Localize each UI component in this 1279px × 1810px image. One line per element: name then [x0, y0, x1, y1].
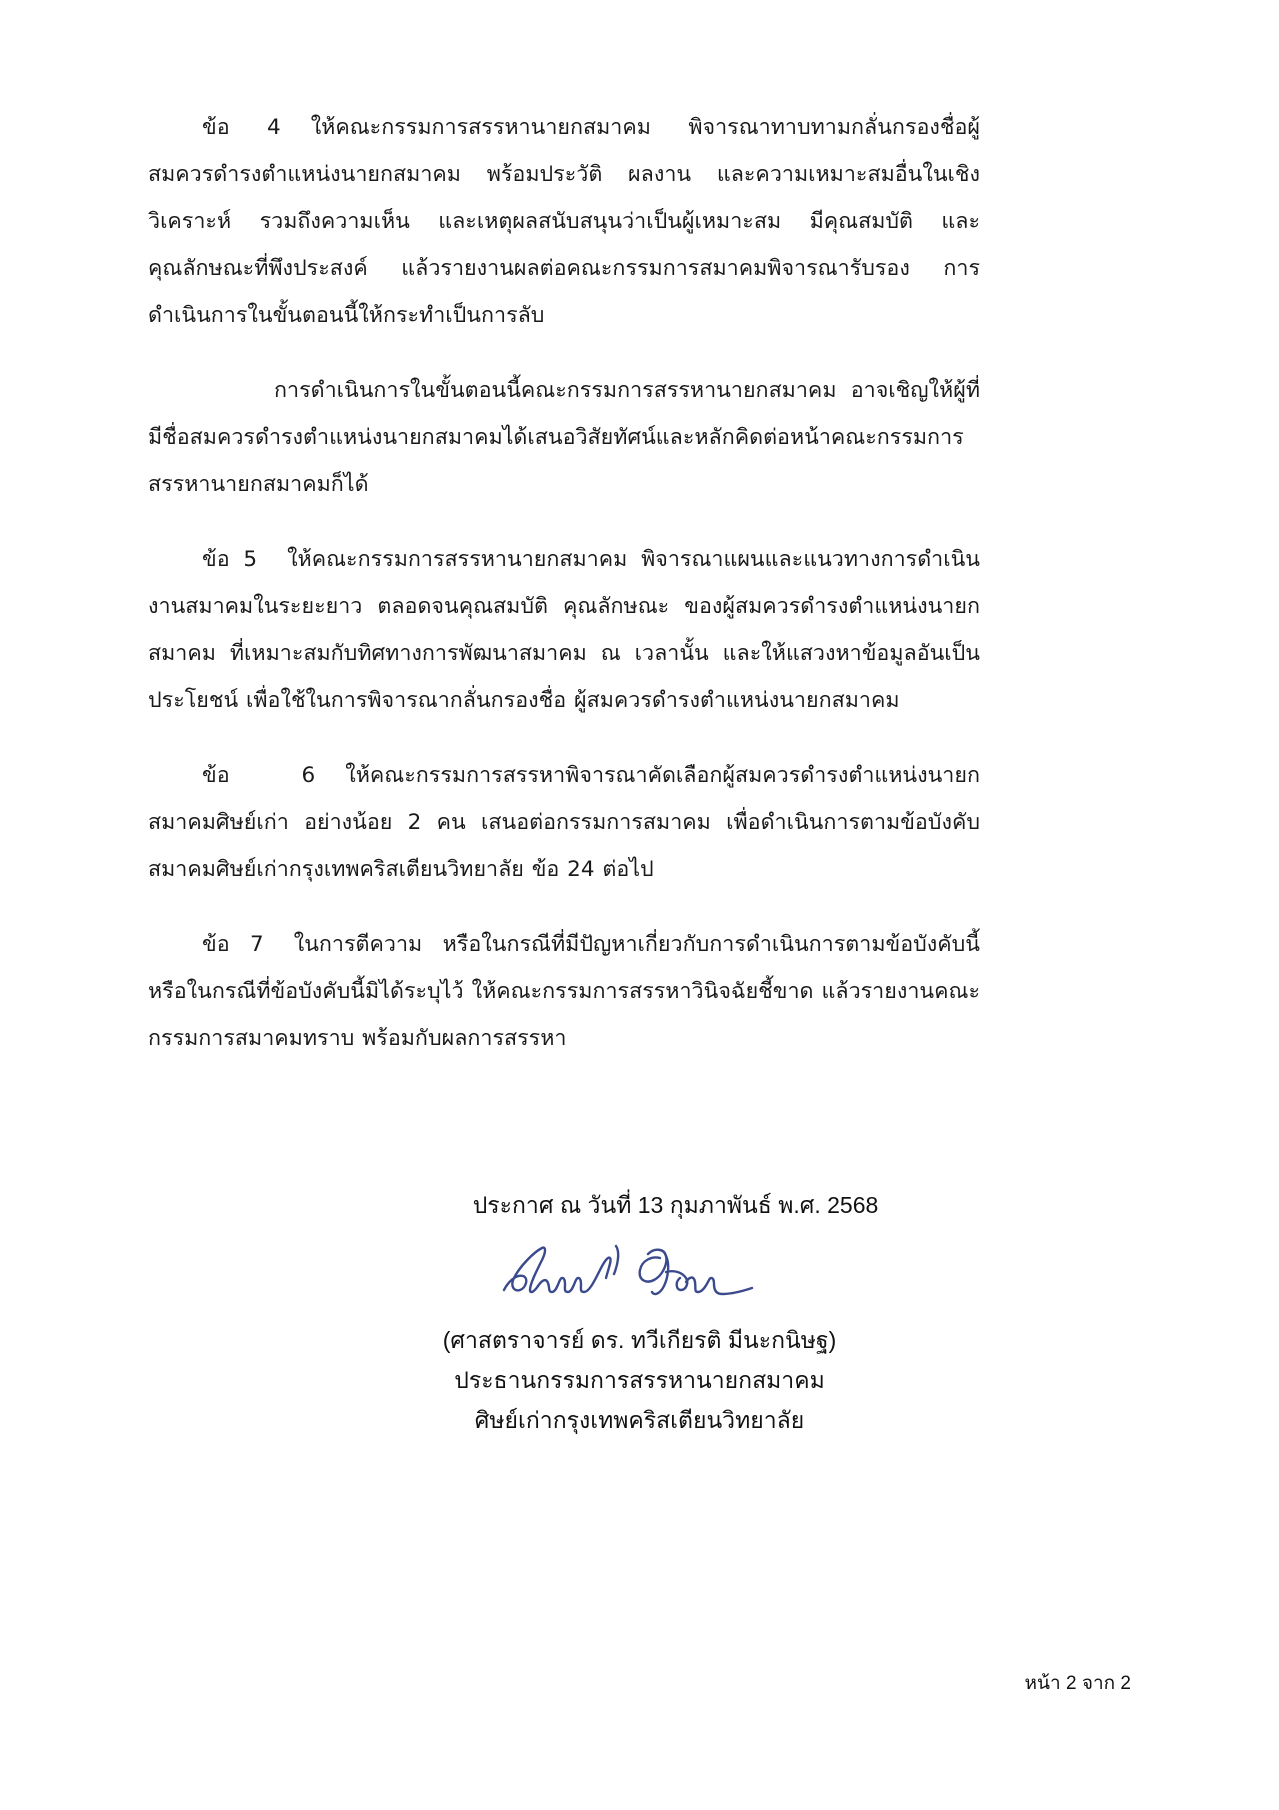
- clause-text-7: ในการตีความ หรือในกรณีที่มีปัญหาเกี่ยวกับการดำเนินการตามข้อบังคับนี้หรือในกรณีที่ข้อบังคับนี้มิได้ระบุไว้ ให้คณะกรรมการสรรหาวินิจฉัยชี้ขาด แล้วรายงานคณะกรรมการสมาคมทราบ พร้อมกับผลการสรรหา: [148, 932, 980, 1051]
- page-footer: [1025, 1668, 1131, 1698]
- clause-text-4: ให้คณะกรรมการสรรหานายกสมาคม พิจารณาทาบทามกลั่นกรองชื่อผู้สมควรดำรงตำแหน่งนายกสมาคม พร้อมประวัติ ผลงาน และความเหมาะสมอื่นในเชิงวิเคราะห์ รวมถึงความเห็น และเหตุผลสนับสนุนว่าเป็นผู้เหมาะสม มีคุณสมบัติ และคุณลักษณะที่พึงประสงค์ แล้วรายงานผลต่อคณะกรรมการสมาคมพิจารณารับรอง การดำเนินการในขั้นตอนนี้ให้กระทำเป็นการลับ: [148, 115, 981, 328]
- clause-text-6: ให้คณะกรรมการสรรหาพิจารณาคัดเลือกผู้สมควรดำรงตำแหน่งนายกสมาคมศิษย์เก่า อย่างน้อย 2 คน เสนอต่อกรรมการสมาคม เพื่อดำเนินการตามข้อบังคับสมาคมศิษย์เก่ากรุงเทพคริสเตียนวิทยาลัย ข้อ 24 ต่อไป: [148, 763, 980, 882]
- signer-title: ประธานกรรมการสรรหานายกสมาคม: [454, 1367, 825, 1393]
- clause-number-4: ข้อ 4: [202, 115, 281, 140]
- clause-paragraph-4: [148, 104, 980, 339]
- clause-number-6: ข้อ 6: [202, 763, 316, 788]
- clause-number-5: ข้อ 5: [202, 547, 258, 572]
- clause-text-4b: การดำเนินการในขั้นตอนนี้คณะกรรมการสรรหานายกสมาคม อาจเชิญให้ผู้ที่มีชื่อสมควรดำรงตำแหน่งนายกสมาคมได้เสนอวิสัยทัศน์และหลักคิดต่อหน้าคณะกรรมการสรรหานายกสมาคมก็ได้: [148, 378, 980, 497]
- document-body: [148, 104, 980, 1062]
- clause-paragraph-5: [148, 536, 980, 724]
- clause-number-7: ข้อ 7: [202, 932, 264, 957]
- signer-block: [0, 1320, 1279, 1440]
- signer-organization: ศิษย์เก่ากรุงเทพคริสเตียนวิทยาลัย: [474, 1407, 805, 1433]
- clause-paragraph-4b: [148, 367, 980, 508]
- handwritten-signature: [0, 1238, 1279, 1308]
- clause-text-5: ให้คณะกรรมการสรรหานายกสมาคม พิจารณาแผนและแนวทางการดำเนินงานสมาคมในระยะยาว ตลอดจนคุณสมบัติ คุณลักษณะ ของผู้สมควรดำรงตำแหน่งนายกสมาคม ที่เหมาะสมกับทิศทางการพัฒนาสมาคม ณ เวลานั้น และให้แสวงหาข้อมูลอันเป็นประโยชน์ เพื่อใช้ในการพิจารณากลั่นกรองชื่อ ผู้สมควรดำรงตำแหน่งนายกสมาคม: [148, 547, 980, 713]
- page-number-text: หน้า 2 จาก 2: [1024, 1673, 1131, 1694]
- clause-paragraph-7: [148, 921, 980, 1062]
- clause-paragraph-6: [148, 752, 980, 893]
- announcement-date-line: [0, 1188, 1279, 1224]
- signer-name: (ศาสตราจารย์ ดร. ทวีเกียรติ มีนะกนิษฐ): [442, 1327, 837, 1353]
- announcement-date-text: ประกาศ ณ วันที่ 13 กุมภาพันธ์ พ.ศ. 2568: [472, 1192, 879, 1218]
